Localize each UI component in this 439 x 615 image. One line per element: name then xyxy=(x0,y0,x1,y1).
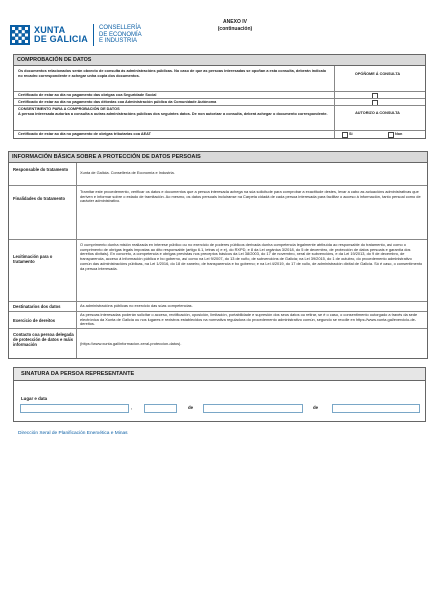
year-input[interactable] xyxy=(332,404,420,413)
table-row xyxy=(9,185,427,239)
oponme-header: OPÓÑOME Á CONSULTA xyxy=(354,72,401,76)
table-row xyxy=(14,98,425,105)
table-row xyxy=(9,311,427,328)
row-label: Lexitimación para o tratamento xyxy=(13,254,53,264)
xunta-logo xyxy=(10,24,142,46)
row-value: As administracións públicas no exercicio das súas competencias. xyxy=(80,303,193,308)
row-value: O cumprimento dunha misión realizada en interese público ou no exercicio de poderes públicos derivada dunha competencia legalmente atribuída ao responsable do tratamento, así como o cumprimento de obrigas legais impostas ao dito responsable (artigo 6.1, letras c) e e), do RXPD, e 8 da Lei orgánica 3/2018, do 5 de decembro, de protección de datos persoais e garantía dos dereitos dixitais). En concreto, a competencia e obrigas previstas nos preceptos básicos da Lei 38/2003, do 17 de novembro, xeral de subvencións, e da Lei 19/2013, do 9 de decembro, de transparencia, acceso á información pública e bo goberno, así como na Lei 9/2007, do 13 de xuño, de subvencións de Galicia; na Lei 39/2015, do 1 de outubro, do procedemento administrativo común das administracións públicas, na Lei 1/2016, do 18 de xaneiro, de transparencia e bo goberno; e na Lei 4/2019, do 17 de xullo, de administración dixital de Galicia. Só é caso, o consentimento da persoa interesada. xyxy=(80,242,423,271)
non-label: Non xyxy=(395,132,403,136)
consent-title: CONSENTIMENTO PARA A COMPROBACIÓN DE DATOS xyxy=(18,107,120,111)
row-value: (https://www.xunta.gal/informacion-xeral-proteccion-datos). xyxy=(80,341,182,346)
de-label-2: de xyxy=(313,405,319,410)
row-label: Certificado de estar ao día no pagamento das débedas coa Administración pública da Comunidade Autónoma xyxy=(18,100,217,104)
sinatura-section xyxy=(13,367,426,422)
row-value: As persoas interesadas poderán solicitar o acceso, rectificación, oposición, limitación, portabilidade e supresión dos seus datos ou retirar, se é o caso, o consentimento outorgado a través da sede electrónica da Xunta de Galicia ou nos lugares e rexistros establecidos na normativa reguladora do procedemento administrativo común, segundo se recolle en https://www.xunta.gal/exercicio-de-dereitos. xyxy=(80,312,418,327)
autorizo-non-checkbox[interactable] xyxy=(388,132,394,138)
table-row xyxy=(14,130,425,138)
autorizo-si-checkbox[interactable] xyxy=(342,132,348,138)
row-label: Finalidades do tratamento xyxy=(13,196,66,201)
consent-block xyxy=(14,105,425,130)
annex-continuation: (continuación) xyxy=(217,26,253,32)
row-value: Tramitar este procedemento, verificar os datos e documentos que a persoa interesada achega na súa solicitude para comprobar a exactitude destes, levar a cabo as actuacións administrativas que deriven e informar sobre o estado de tramitación. Ao mesmo, os datos persoais incluiranse na Carpeta cidadá de cada persoa interesada para facilitar o acceso á información, tanto persoal como de carácter administrativo. xyxy=(80,189,421,204)
row-label: Exercicio de dereitos xyxy=(13,318,56,323)
row-value: Xunta de Galicia. Consellería de Economía e Industria. xyxy=(80,170,175,175)
table-row xyxy=(9,301,427,311)
logo-wordmark xyxy=(34,26,88,44)
de-label-1: de xyxy=(188,405,194,410)
comprobacion-title: COMPROBACIÓN DE DATOS xyxy=(14,55,425,66)
logo-line1: XUNTA xyxy=(34,25,66,35)
department-name xyxy=(99,25,142,45)
lugar-input[interactable] xyxy=(20,404,129,413)
row-label: Destinatarios dos datos xyxy=(13,304,61,309)
table-row xyxy=(9,163,427,185)
comma-separator: , xyxy=(131,405,133,411)
day-input[interactable] xyxy=(144,404,177,413)
table-row xyxy=(9,239,427,301)
annex-title: ANEXO IV xyxy=(223,19,247,25)
lugar-data-label: Lugar e data xyxy=(21,396,48,401)
row-label: Contacto coa persoa delegada de protección de datos e máis información xyxy=(13,332,74,347)
comprobacion-section xyxy=(13,54,426,139)
si-label: Si xyxy=(349,132,353,136)
consent-text: A persoa interesada autoriza a consulta a outras administracións públicas dos seguintes datos. De non autorizar a consulta, deberá achegar o documento correspondente. xyxy=(18,112,328,116)
dept-line1: CONSELLERÍA xyxy=(99,25,142,32)
month-input[interactable] xyxy=(203,404,303,413)
table-row xyxy=(9,328,427,358)
xunta-emblem-icon xyxy=(10,25,30,45)
row-label: Certificado de estar ao día no pagamento de obrigas tributarias coa AEAT xyxy=(18,132,151,136)
row-label: Certificado de estar ao día no pagamento das obrigas coa Seguridade Social xyxy=(18,93,157,97)
annex-heading xyxy=(190,19,280,33)
proteccion-title: INFORMACIÓN BÁSICA SOBRE A PROTECCIÓN DE DATOS PERSOAIS xyxy=(9,152,427,163)
dept-line3: E INDUSTRIA xyxy=(99,38,138,45)
table-row xyxy=(14,91,425,98)
logo-divider xyxy=(93,24,94,46)
dept-line2: DE ECONOMÍA xyxy=(99,31,142,38)
footer-department: Dirección Xeral de Planificación Enerxética e Minas xyxy=(18,431,128,436)
autorizo-header: AUTORIZO A CONSULTA xyxy=(355,111,400,115)
sinatura-title: SINATURA DA PERSOA REPRESENTANTE xyxy=(14,368,425,381)
row-label: Responsable do tratamento xyxy=(13,167,69,172)
logo-line2: DE GALICIA xyxy=(34,34,89,44)
proteccion-section xyxy=(8,151,428,359)
comprobacion-intro: Os documentos relacionados serán obxecto de consulta ás administracións públicas. No caso de que as persoas interesadas se opoñan a esta consulta, deberán indicalo no recadro correspondente e achegar unha copia dos documentos. xyxy=(18,69,327,78)
